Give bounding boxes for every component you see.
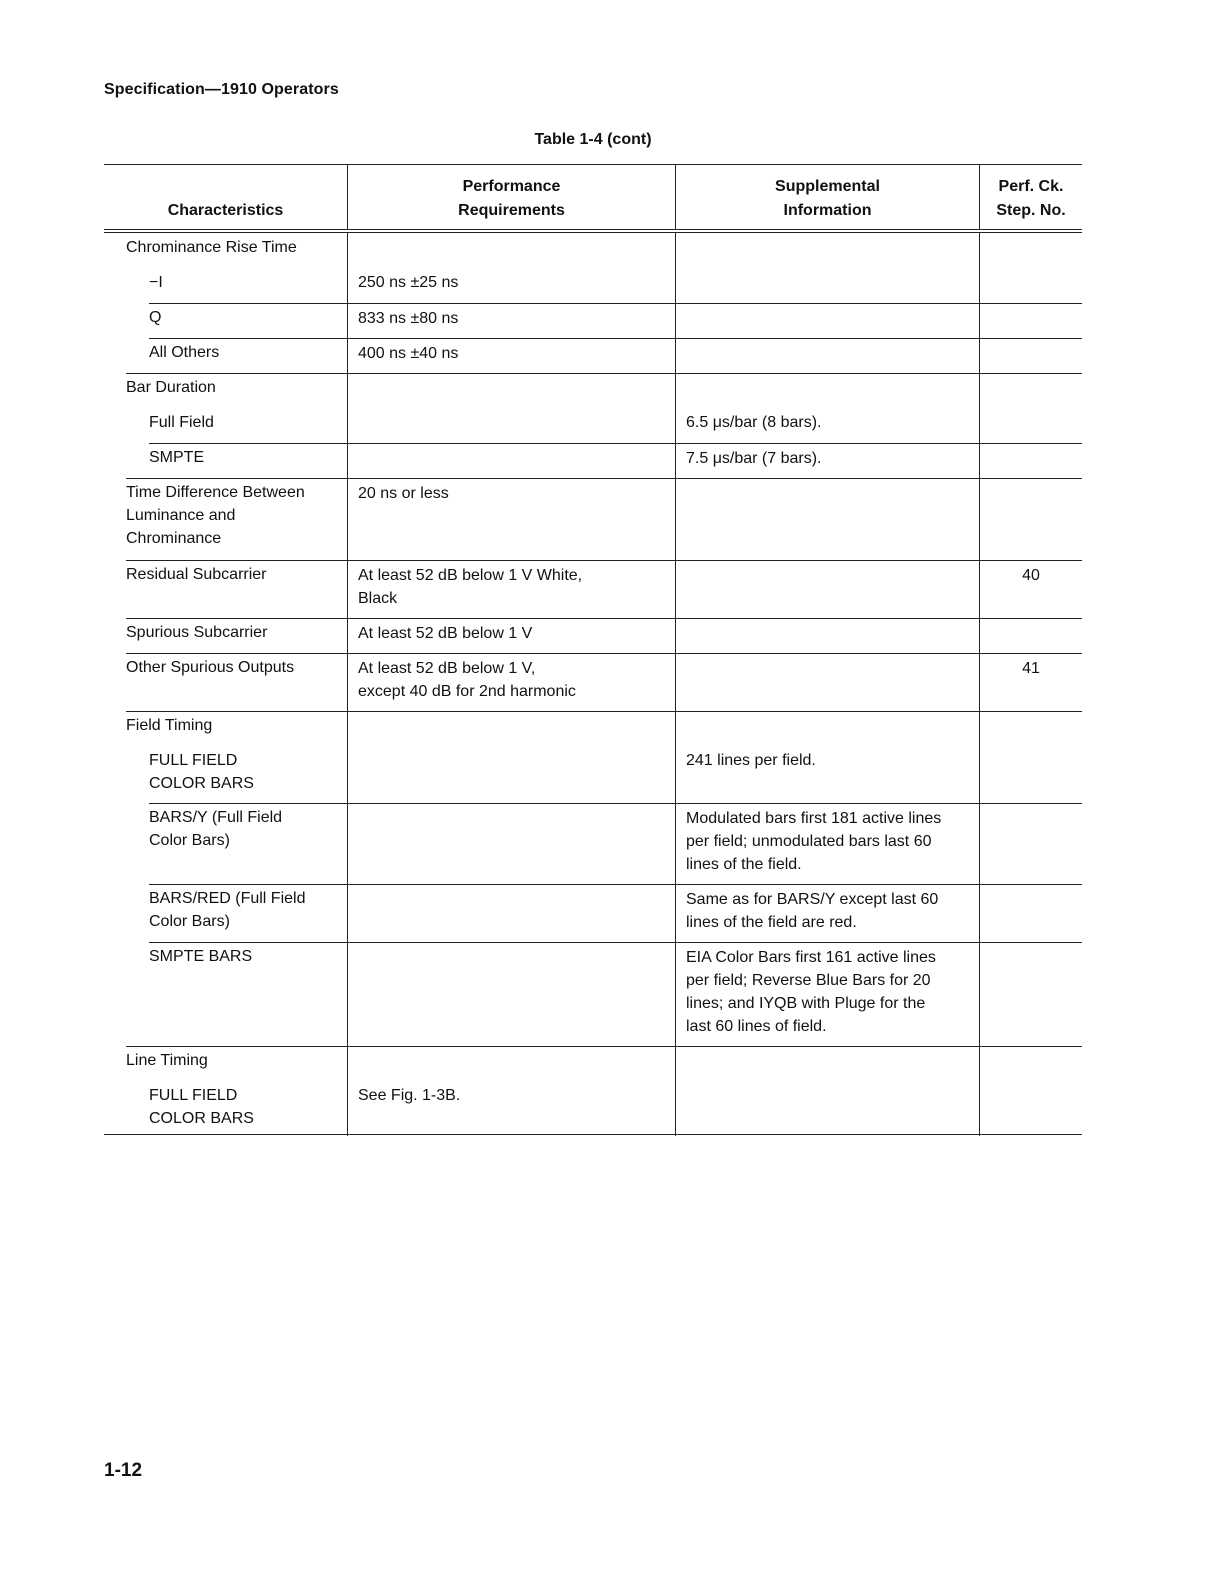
table-row: [104, 560, 1082, 618]
cell-step: [979, 478, 1082, 560]
cell-characteristic: All Others: [104, 338, 347, 373]
cell-supplemental: [675, 303, 979, 338]
cell-supplemental: [675, 618, 979, 653]
cell-performance: 400 ns ±40 ns: [347, 338, 675, 373]
cell-characteristic: FULL FIELD COLOR BARS: [149, 752, 254, 792]
cell-performance: [347, 711, 675, 746]
table-row: [104, 653, 1082, 711]
cell-characteristic: Time Difference Between Luminance and Chrominance: [104, 478, 347, 560]
cell-performance: [347, 1046, 675, 1081]
cell-characteristic: Full Field: [149, 414, 214, 431]
cell-supplemental: [675, 711, 979, 746]
cell-step: [979, 884, 1082, 942]
table-caption: Table 1-4 (cont): [534, 131, 652, 148]
table-row: [104, 443, 1082, 478]
cell-step: [979, 373, 1082, 408]
cell-step: 41: [979, 653, 1082, 711]
cell-step: [979, 268, 1082, 303]
table-row: [104, 478, 1082, 560]
cell-step: [979, 803, 1082, 884]
table-row: [104, 303, 1082, 338]
cell-step: [979, 1046, 1082, 1081]
table-row: [104, 618, 1082, 653]
table-row: [104, 1046, 1082, 1081]
cell-step: [979, 711, 1082, 746]
cell-step: [979, 338, 1082, 373]
cell-step: [979, 942, 1082, 1046]
cell-supplemental: 6.5 μs/bar (8 bars).: [675, 408, 979, 443]
cell-characteristic: Bar Duration: [104, 373, 347, 408]
table-row: [104, 803, 1082, 884]
cell-performance: [347, 233, 675, 268]
cell-supplemental: [675, 233, 979, 268]
cell-characteristic: Chrominance Rise Time: [126, 239, 297, 256]
cell-step: [979, 618, 1082, 653]
cell-supplemental: Modulated bars first 181 active lines per field; unmodulated bars last 60 lines of the field.: [675, 803, 979, 884]
cell-step: [979, 1081, 1082, 1136]
cell-performance: At least 52 dB below 1 V: [347, 618, 675, 653]
cell-supplemental: 241 lines per field.: [675, 746, 979, 803]
cell-supplemental: [675, 338, 979, 373]
cell-performance: 20 ns or less: [347, 478, 675, 560]
cell-characteristic: BARS/RED (Full Field Color Bars): [104, 884, 347, 942]
spec-table: [104, 164, 1082, 1135]
cell-characteristic: Spurious Subcarrier: [104, 618, 347, 653]
cell-supplemental: [675, 478, 979, 560]
cell-performance: [347, 942, 675, 1046]
table-row: [104, 268, 1082, 303]
cell-performance: 833 ns ±80 ns: [347, 303, 675, 338]
table-row: [104, 746, 1082, 803]
cell-step: [979, 746, 1082, 803]
table-header: [104, 164, 1082, 233]
page-number: 1-12: [104, 1460, 143, 1481]
cell-supplemental: Same as for BARS/Y except last 60 lines of the field are red.: [675, 884, 979, 942]
table-body: [104, 233, 1082, 1135]
cell-performance: [347, 443, 675, 478]
table-row: [104, 373, 1082, 408]
table-row: [104, 884, 1082, 942]
cell-characteristic: SMPTE: [104, 443, 347, 478]
cell-performance: [347, 884, 675, 942]
cell-characteristic: Q: [104, 303, 347, 338]
cell-characteristic: −I: [149, 274, 163, 291]
cell-step: [979, 233, 1082, 268]
cell-characteristic: Field Timing: [104, 711, 347, 746]
table-row: [104, 711, 1082, 746]
cell-step: [979, 303, 1082, 338]
cell-performance: At least 52 dB below 1 V White, Black: [347, 560, 675, 618]
header-performance: Performance Requirements: [347, 165, 675, 229]
cell-characteristic: SMPTE BARS: [104, 942, 347, 1046]
table-row: [104, 338, 1082, 373]
cell-supplemental: [675, 560, 979, 618]
cell-performance: [347, 373, 675, 408]
cell-supplemental: 7.5 μs/bar (7 bars).: [675, 443, 979, 478]
cell-characteristic: Residual Subcarrier: [104, 560, 347, 618]
table-row: [104, 942, 1082, 1046]
cell-step: [979, 443, 1082, 478]
table-row: [104, 233, 1082, 268]
cell-characteristic: BARS/Y (Full Field Color Bars): [104, 803, 347, 884]
header-step: Perf. Ck. Step. No.: [979, 165, 1082, 229]
cell-step: [979, 408, 1082, 443]
cell-characteristic: Other Spurious Outputs: [104, 653, 347, 711]
cell-supplemental: [675, 268, 979, 303]
cell-supplemental: [675, 1081, 979, 1136]
page-header: Specification—1910 Operators: [104, 81, 339, 98]
table-row: [104, 408, 1082, 443]
cell-performance: 250 ns ±25 ns: [347, 268, 675, 303]
header-characteristics: Characteristics: [167, 202, 284, 219]
cell-supplemental: [675, 1046, 979, 1081]
cell-characteristic: Line Timing: [104, 1046, 347, 1081]
cell-supplemental: [675, 373, 979, 408]
cell-step: 40: [979, 560, 1082, 618]
header-supplemental: Supplemental Information: [675, 165, 979, 229]
table-row: [104, 1081, 1082, 1135]
cell-supplemental: EIA Color Bars first 161 active lines per field; Reverse Blue Bars for 20 lines; and IYQB with Pluge for the last 60 lines of field.: [675, 942, 979, 1046]
cell-supplemental: [675, 653, 979, 711]
cell-performance: [347, 408, 675, 443]
cell-performance: [347, 746, 675, 803]
cell-performance: [347, 803, 675, 884]
cell-performance: See Fig. 1-3B.: [347, 1081, 675, 1136]
cell-performance: At least 52 dB below 1 V, except 40 dB for 2nd harmonic: [347, 653, 675, 711]
cell-characteristic: FULL FIELD COLOR BARS: [149, 1087, 254, 1127]
